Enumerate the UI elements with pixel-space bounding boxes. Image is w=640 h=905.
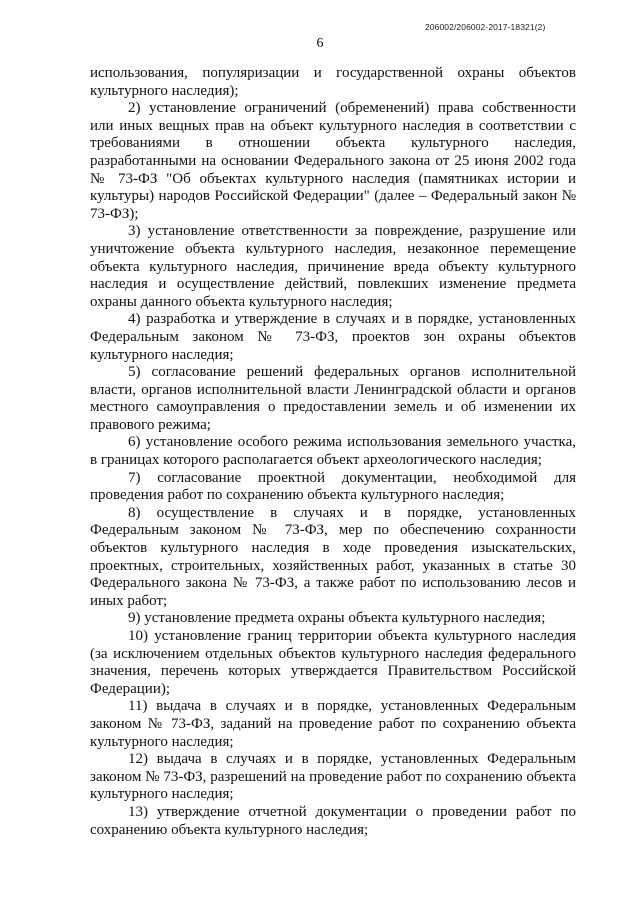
list-item-13: 13) утверждение отчетной документации о проведении работ по сохранению объекта культурного наследия;: [90, 803, 576, 838]
list-item-2: 2) установление ограничений (обременений) права собственности или иных вещных прав на объект культурного наследия в соответствии с требованиями в отношении объекта культурного наследия, разработанными на основании Федерального закона от 25 июня 2002 года № 73-ФЗ "Об объектах культурного наследия (памятниках истории и культуры) народов Российской Федерации" (далее – Федеральный закон № 73-ФЗ);: [90, 100, 576, 222]
document-body: [90, 65, 576, 839]
list-item-5: 5) согласование решений федеральных органов исполнительной власти, органов исполнительной власти Ленинградской области и органов местного самоуправления о предоставлении земель и об изменении их правового режима;: [90, 364, 576, 433]
list-item-12: 12) выдача в случаях и в порядке, установленных Федеральным законом № 73-ФЗ, разрешений на проведение работ по сохранению объекта культурного наследия;: [90, 751, 576, 803]
list-item-3: 3) установление ответственности за повреждение, разрушение или уничтожение объекта культурного наследия, незаконное перемещение объекта культурного наследия, причинение вреда объекту культурного наследия и осуществление действий, повлекших изменение предмета охраны данного объекта культурного наследия;: [90, 223, 576, 310]
list-item-9: 9) установление предмета охраны объекта культурного наследия;: [128, 610, 546, 627]
list-item-8: 8) осуществление в случаях и в порядке, установленных Федеральным законом № 73-ФЗ, мер по обеспечению сохранности объектов культурного наследия в ходе проведения изыскательских, проектных, строительных, хозяйственных работ, указанных в статье 30 Федерального закона № 73-ФЗ, а также работ по использованию лесов и иных работ;: [90, 504, 576, 609]
list-item-4: 4) разработка и утверждение в случаях и в порядке, установленных Федеральным законом № 73-ФЗ, проектов зон охраны объектов культурного наследия;: [90, 311, 576, 363]
list-item-10: 10) установление границ территории объекта культурного наследия (за исключением отдельных объектов культурного наследия федерального значения, перечень которых утверждается Правительством Российской Федерации);: [90, 628, 576, 697]
paragraph-continuation: использования, популяризации и государственной охраны объектов культурного наследия);: [90, 65, 576, 99]
document-registration-code: 206002/206002-2017-18321(2): [425, 22, 546, 32]
page-number: 6: [316, 36, 324, 51]
list-item-11: 11) выдача в случаях и в порядке, установленных Федеральным законом № 73-ФЗ, заданий на проведение работ по сохранению объекта культурного наследия;: [90, 698, 576, 750]
list-item-6: 6) установление особого режима использования земельного участка, в границах которого располагается объект археологического наследия;: [90, 434, 576, 469]
list-item-7: 7) согласование проектной документации, необходимой для проведения работ по сохранению объекта культурного наследия;: [90, 469, 576, 504]
